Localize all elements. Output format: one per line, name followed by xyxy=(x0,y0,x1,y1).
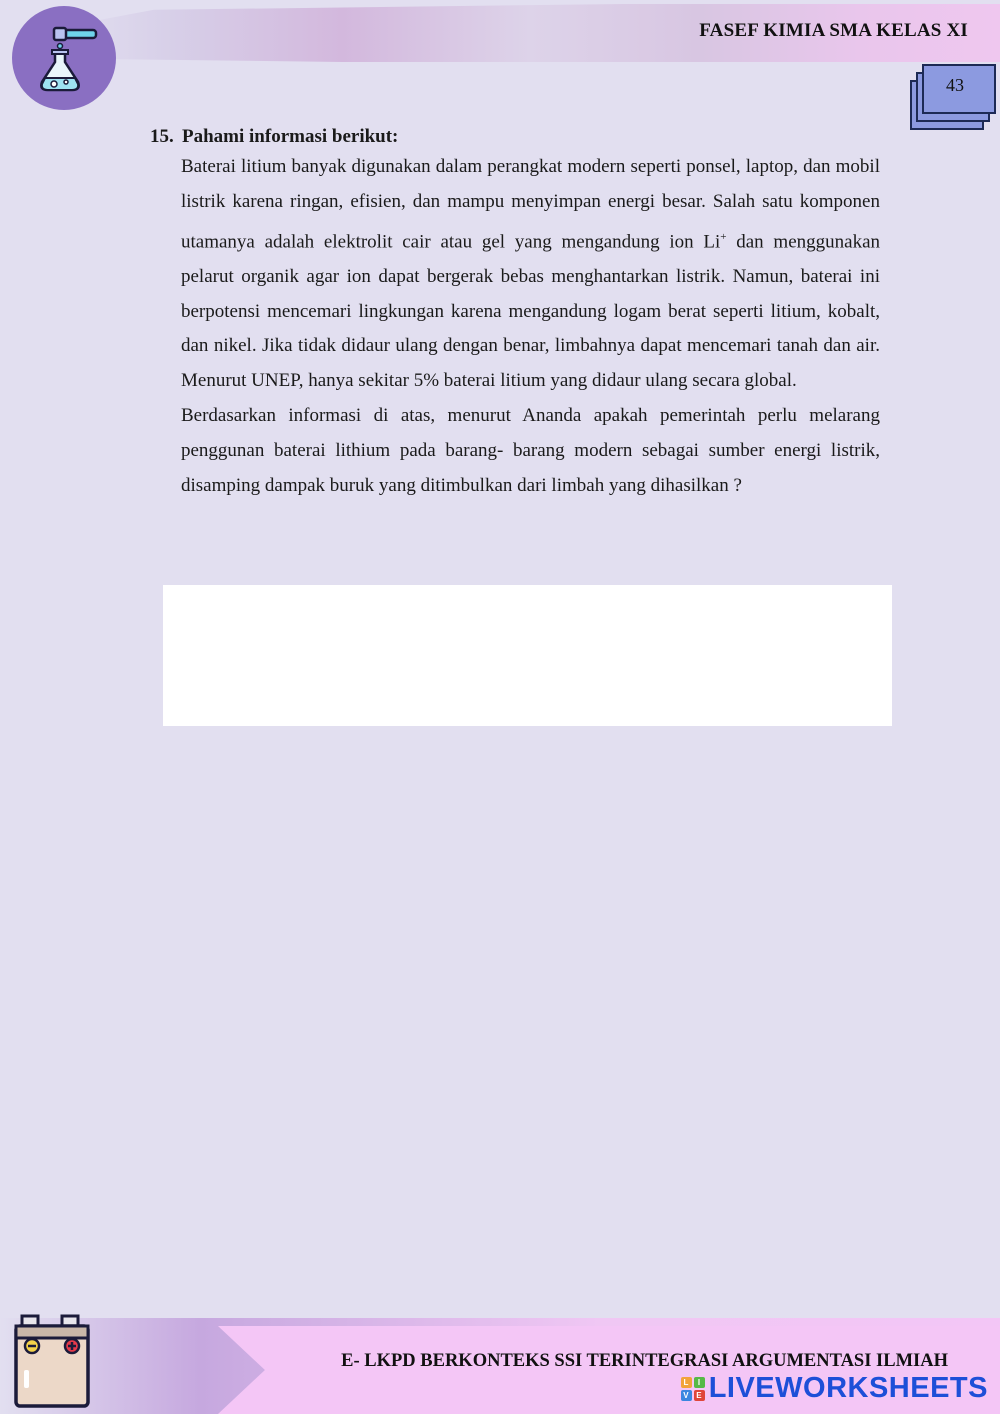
brand-letter-i: I xyxy=(694,1377,705,1388)
question-body xyxy=(181,150,880,503)
question-15 xyxy=(150,126,880,503)
question-number: 15. xyxy=(150,126,174,147)
brand-letter-l: L xyxy=(681,1377,692,1388)
question-paragraph-2: Berdasarkan informasi di atas, menurut Ananda apakah pemerintah perlu melarang penggunan baterai lithium pada barang- barang modern sebagai sumber energi listrik, disamping dampak buruk yang ditimbulkan dari limbah yang dihasilkan ? xyxy=(181,404,880,496)
page-number: 43 xyxy=(946,74,964,95)
brand-letter-v: V xyxy=(681,1390,692,1401)
battery-icon xyxy=(10,1312,94,1410)
answer-input[interactable] xyxy=(163,585,892,726)
liveworksheets-logo[interactable] xyxy=(681,1372,988,1405)
question-paragraph-1 xyxy=(181,150,880,399)
chemistry-flask-icon xyxy=(12,6,116,110)
question-heading xyxy=(150,126,880,148)
logo xyxy=(12,6,116,110)
paragraph-1-part-b: dan menggunakan pelarut organik agar ion dapat bergerak bebas menghantarkan listrik. Namun, baterai ini berpotensi mencemari lingkungan karena mengandung logam berat seperti litium, kobalt, dan nikel. Jika tidak didaur ulang dengan benar, limbahnya dapat mencemari tanah dan air. Menurut UNEP, hanya sekitar 5% baterai litium yang didaur ulang secara global. xyxy=(181,230,880,392)
liveworksheets-grid-icon xyxy=(681,1377,705,1401)
paragraph-1-part-a: Baterai litium banyak digunakan dalam perangkat modern seperti ponsel, laptop, dan mobil listrik karena ringan, efisien, dan mampu menyimpan energi besar. Salah satu komponen utamanya adalah elektrolit cair atau gel yang mengandung ion Li xyxy=(181,156,880,252)
li-ion-superscript: + xyxy=(720,230,727,243)
liveworksheets-text: LIVEWORKSHEETS xyxy=(708,1372,988,1404)
document-title: FASEF KIMIA SMA KELAS XI xyxy=(699,20,968,41)
question-heading-text: Pahami informasi berikut: xyxy=(182,126,399,147)
brand-letter-e: E xyxy=(694,1390,705,1401)
footer-title: E- LKPD BERKONTEKS SSI TERINTEGRASI ARGUMENTASI ILMIAH xyxy=(341,1351,948,1371)
page-number-badge xyxy=(908,64,992,128)
